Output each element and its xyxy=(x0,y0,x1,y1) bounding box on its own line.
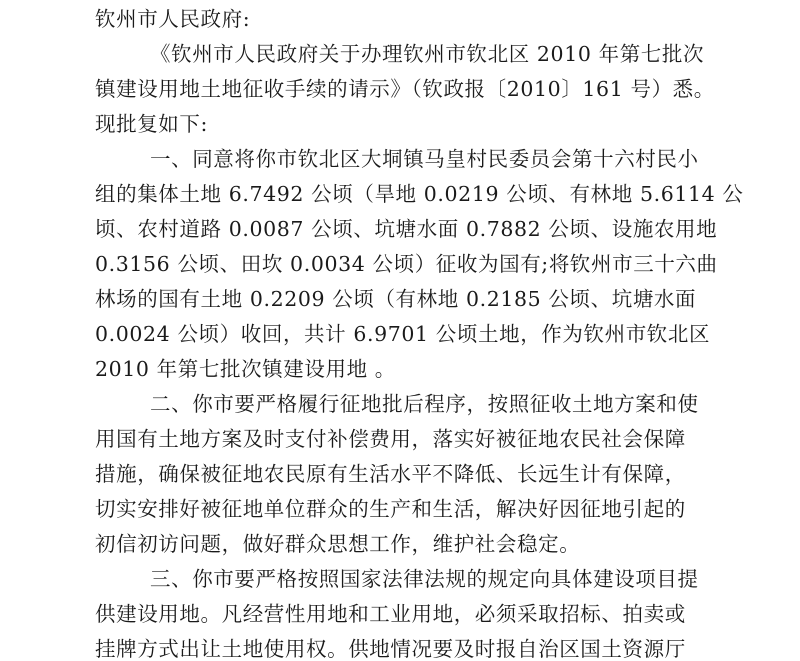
text-line: 初信初访问题，做好群众思想工作，维护社会稳定。 xyxy=(95,532,581,556)
text-line: 二、你市要严格履行征地批后程序，按照征收土地方案和使 xyxy=(150,392,699,416)
text-line: 措施，确保被征地农民原有生活水平不降低、长远生计有保障， xyxy=(95,462,686,486)
text-line: 挂牌方式出让土地使用权。供地情况要及时报自治区国土资源厅 xyxy=(95,637,686,661)
text-line: 《钦州市人民政府关于办理钦州市钦北区 2010 年第七批次 xyxy=(150,42,705,66)
text-line: 组的集体土地 6.7492 公顷（旱地 0.0219 公顷、有林地 5.6114 公 xyxy=(95,182,744,206)
text-line: 2010 年第七批次镇建设用地 。 xyxy=(95,357,396,381)
text-line: 镇建设用地土地征收手续的请示》（钦政报〔2010〕161 号）悉。 xyxy=(95,77,715,101)
text-line: 0.0024 公顷）收回，共计 6.9701 公顷土地，作为钦州市钦北区 xyxy=(95,322,711,346)
text-line: 0.3156 公顷、田坎 0.0034 公顷）征收为国有;将钦州市三十六曲 xyxy=(95,252,718,276)
text-line: 现批复如下: xyxy=(95,112,209,136)
text-line: 三、你市要严格按照国家法律法规的规定向具体建设项目提 xyxy=(150,567,699,591)
text-line: 一、同意将你市钦北区大垌镇马皇村民委员会第十六村民小 xyxy=(150,147,699,171)
text-line: 林场的国有土地 0.2209 公顷（有林地 0.2185 公顷、坑塘水面 xyxy=(95,287,697,311)
text-line: 切实安排好被征地单位群众的生产和生活，解决好因征地引起的 xyxy=(95,497,686,521)
addressee: 钦州市人民政府: xyxy=(95,7,251,31)
text-line: 顷、农村道路 0.0087 公顷、坑塘水面 0.7882 公顷、设施农用地 xyxy=(95,217,718,241)
text-line: 供建设用地。凡经营性用地和工业用地，必须采取招标、拍卖或 xyxy=(95,602,686,626)
text-line: 用国有土地方案及时支付补偿费用，落实好被征地农民社会保障 xyxy=(95,427,686,451)
